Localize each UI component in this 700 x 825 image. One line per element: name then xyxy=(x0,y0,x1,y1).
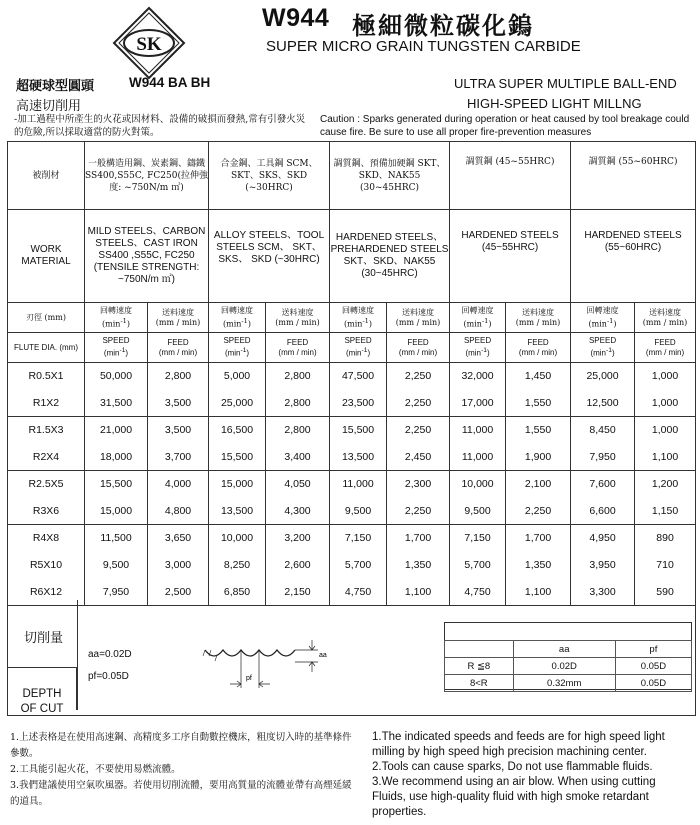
speed-value: 5,700 xyxy=(450,552,506,579)
speed-value: 11,000 xyxy=(330,471,387,498)
small-th-0 xyxy=(445,641,514,658)
feed-value: 3,400 xyxy=(266,444,330,471)
material-cn-4: 調質鋼 (45~55HRC) xyxy=(450,142,571,210)
speed-unit-text: (min xyxy=(223,319,242,329)
feed-label-cn: 送料速度 xyxy=(522,307,555,317)
feed-value: 3,700 xyxy=(148,444,209,471)
small-row2-r: 8<R xyxy=(445,675,514,692)
feed-label-cn: 送料速度 xyxy=(649,307,682,317)
flute-dia: R1X2 xyxy=(8,390,85,417)
speed-value: 10,000 xyxy=(209,525,266,552)
speed-value: 9,500 xyxy=(450,498,506,525)
feed-value: 1,450 xyxy=(506,363,571,390)
material-cn-1: 一般構造用鋼、炭素鋼、鑄鐵 SS400,S55C, FC250(拉伸強度: ~750N/m ㎡) xyxy=(85,142,209,210)
speed-value: 13,500 xyxy=(209,498,266,525)
speed-value: 15,500 xyxy=(209,444,266,471)
feed-value: 3,500 xyxy=(148,417,209,444)
flute-dia: R4X8 xyxy=(8,525,85,552)
speed-unit-en xyxy=(85,333,148,363)
speed-value: 18,000 xyxy=(85,444,148,471)
speed-unit-cn xyxy=(571,303,635,333)
flute-dia: R6X12 xyxy=(8,579,85,606)
feed-unit: (mm / min) xyxy=(518,347,558,357)
material-en-4: HARDENED STEELS (45~55HRC) xyxy=(450,210,571,303)
feed-value: 2,150 xyxy=(266,579,330,606)
speed-unit-en xyxy=(450,333,506,363)
feed-unit: (mm / min) xyxy=(155,317,201,327)
feed-value: 1,000 xyxy=(635,363,696,390)
speed-unit: $(\min^{-1})$ xyxy=(223,316,252,329)
speed-value: 15,000 xyxy=(209,471,266,498)
feed-value: 1,900 xyxy=(506,444,571,471)
feed-value: 590 xyxy=(635,579,696,606)
feed-label-cn: 送料速度 xyxy=(402,307,435,317)
feed-label-cn: 送料速度 xyxy=(281,307,314,317)
speed-value: 31,500 xyxy=(85,390,148,417)
speed-value: 7,600 xyxy=(571,471,635,498)
speed-unit-sup: -1 xyxy=(606,316,614,325)
speed-unit: $(\min^{-1})$ xyxy=(588,316,617,329)
flute-dia: R0.5X1 xyxy=(8,363,85,390)
model-number: W944 xyxy=(262,4,330,32)
feed-unit: (mm / min) xyxy=(395,317,441,327)
feed-unit: (mm / min) xyxy=(398,347,438,357)
speed-value: 23,500 xyxy=(330,390,387,417)
feed-unit-en xyxy=(506,333,571,363)
speed-label-en: SPEED xyxy=(344,336,372,346)
feed-unit: (mm / min) xyxy=(645,347,685,357)
material-label-en: WORK MATERIAL xyxy=(8,210,85,303)
feed-unit-en xyxy=(635,333,696,363)
feed-value: 2,250 xyxy=(387,417,450,444)
small-th-aa: aa xyxy=(513,641,615,658)
speed-value: 3,300 xyxy=(571,579,635,606)
flute-dia: R1.5X3 xyxy=(8,417,85,444)
speed-unit-en xyxy=(209,333,266,363)
speed-unit: $(\min^{-1})$ xyxy=(463,316,492,329)
feed-label-en: FEED xyxy=(286,337,309,347)
feed-unit-cn xyxy=(506,303,571,333)
speed-label-cn: 回轉速度 xyxy=(342,305,375,315)
feed-value: 1,350 xyxy=(506,552,571,579)
speed-value: 15,500 xyxy=(330,417,387,444)
small-row2-pf: 0.05D xyxy=(615,675,691,692)
note-en-2: 2.Tools can cause sparks, Do not use flammable fluids. xyxy=(372,761,653,773)
speed-value: 25,000 xyxy=(571,363,635,390)
speed-unit-text: (min xyxy=(590,348,607,358)
feed-value: 890 xyxy=(635,525,696,552)
feed-unit: (mm / min) xyxy=(515,317,561,327)
depth-label-en: DEPTH OF CUT xyxy=(20,688,64,715)
small-th-pf: pf xyxy=(615,641,691,658)
speed-value: 7,950 xyxy=(571,444,635,471)
speed-value: 12,500 xyxy=(571,390,635,417)
feed-unit-cn xyxy=(635,303,696,333)
feed-value: 2,250 xyxy=(387,498,450,525)
speed-value: 6,600 xyxy=(571,498,635,525)
speed-unit-text: (min xyxy=(101,319,121,329)
flute-dia: R5X10 xyxy=(8,552,85,579)
speed-value: 47,500 xyxy=(330,363,387,390)
speed-label-en: SPEED xyxy=(588,336,617,346)
feed-value: 2,250 xyxy=(387,390,450,417)
feed-value: 2,600 xyxy=(266,552,330,579)
feed-value: 2,250 xyxy=(387,363,450,390)
feed-value: 710 xyxy=(635,552,696,579)
speed-value: 7,150 xyxy=(330,525,387,552)
speed-unit: $(\min^{-1})$ xyxy=(101,316,131,329)
speed-value: 8,250 xyxy=(209,552,266,579)
speed-value: 11,000 xyxy=(450,444,506,471)
feed-value: 4,300 xyxy=(266,498,330,525)
small-row1-r: R ≦8 xyxy=(445,658,514,675)
feed-value: 1,200 xyxy=(635,471,696,498)
feed-value: 2,300 xyxy=(387,471,450,498)
speed-label-cn: 回轉速度 xyxy=(461,305,494,315)
speed-unit-en xyxy=(330,333,387,363)
feed-label-cn: 送料速度 xyxy=(162,307,194,317)
feed-unit-cn xyxy=(148,303,209,333)
speed-label-cn: 回轉速度 xyxy=(221,305,254,315)
speed-value: 10,000 xyxy=(450,471,506,498)
speed-unit-text: (min xyxy=(224,348,241,358)
speed-unit-en xyxy=(571,333,635,363)
feed-value: 2,100 xyxy=(506,471,571,498)
table-row xyxy=(8,525,696,552)
subtitle-en: ULTRA SUPER MULTIPLE BALL-END xyxy=(454,76,677,91)
feed-value: 2,800 xyxy=(266,417,330,444)
feed-label-en: FEED xyxy=(654,337,676,347)
flute-dia: R2.5X5 xyxy=(8,471,85,498)
feed-value: 2,800 xyxy=(148,363,209,390)
speed-unit-text: (min xyxy=(103,348,120,358)
speed-value: 17,000 xyxy=(450,390,506,417)
speed-unit-sup: -1 xyxy=(362,316,369,325)
speed-label-en: SPEED xyxy=(102,336,130,346)
table-row xyxy=(8,417,696,444)
speed-unit-cn xyxy=(85,303,148,333)
product-code: W944 BA BH xyxy=(129,75,211,90)
feed-value: 1,000 xyxy=(635,390,696,417)
small-row2-aa: 0.32mm xyxy=(513,675,615,692)
speed-value: 4,750 xyxy=(450,579,506,606)
speed-value: 13,500 xyxy=(330,444,387,471)
caution-en: Caution : Sparks generated during operation or heat caused by tool breakage could cause fire. Be sure to use all proper fire-prevention measures xyxy=(320,114,690,138)
feed-value: 2,500 xyxy=(148,579,209,606)
speed-unit-sup: -1 xyxy=(481,316,489,325)
speed-unit-text: (min xyxy=(463,319,482,329)
speed-unit-sup: -1 xyxy=(120,316,127,325)
feed-value: 1,700 xyxy=(387,525,450,552)
material-en-3: HARDENED STEELS、PREHARDENED STEELS SKT、SKD、NAK55 (30~45HRC) xyxy=(330,210,450,303)
speed-value: 50,000 xyxy=(85,363,148,390)
material-cn-5: 調質鋼 (55~60HRC) xyxy=(571,142,696,210)
feed-unit: (mm / min) xyxy=(278,347,317,357)
speed-unit-cn xyxy=(450,303,506,333)
depth-of-cut-diagram xyxy=(200,628,360,700)
speed-value: 8,450 xyxy=(571,417,635,444)
speed-label-cn: 回轉速度 xyxy=(586,305,619,315)
feed-value: 1,350 xyxy=(387,552,450,579)
speed-value: 7,950 xyxy=(85,579,148,606)
feed-unit-en xyxy=(148,333,209,363)
speed-unit-sup: -1 xyxy=(241,316,248,325)
feed-unit: (mm / min) xyxy=(642,317,688,327)
feed-value: 2,800 xyxy=(266,390,330,417)
speed-value: 32,000 xyxy=(450,363,506,390)
feed-value: 1,550 xyxy=(506,390,571,417)
speed-unit-text: (min xyxy=(465,348,482,358)
depth-divider xyxy=(77,600,78,710)
speed-unit-cn xyxy=(330,303,387,333)
table-row xyxy=(8,471,696,498)
subtitle2-en: HIGH-SPEED LIGHT MILLNG xyxy=(467,96,642,111)
note-en-3: 3.We recommend using an air blow. When using cutting Fluids, use high-quality fluid with high smoke retardant properties. xyxy=(372,776,656,818)
speed-unit-cn xyxy=(209,303,266,333)
feed-value: 1,100 xyxy=(635,444,696,471)
table-row xyxy=(8,579,696,606)
material-en-2: ALLOY STEELS、TOOL STEELS SCM、 SKT、SKS、 SKD (~30HRC) xyxy=(209,210,330,303)
feed-unit-en xyxy=(387,333,450,363)
material-cn-3: 調質鋼、預備加硬鋼 SKT、SKD、NAK55 (30~45HRC) xyxy=(330,142,450,210)
note-en-1: 1.The indicated speeds and feeds are for high speed light milling by high speed high precision machining center. xyxy=(372,731,665,758)
feed-unit: (mm / min) xyxy=(275,317,320,327)
speed-value: 21,000 xyxy=(85,417,148,444)
feed-unit-en xyxy=(266,333,330,363)
speed-value: 15,500 xyxy=(85,471,148,498)
speed-value: 4,750 xyxy=(330,579,387,606)
feed-value: 3,500 xyxy=(148,390,209,417)
small-row1-pf: 0.05D xyxy=(615,658,691,675)
speed-label-cn: 回轉速度 xyxy=(100,305,132,315)
table-row xyxy=(8,552,696,579)
subtitle2-cn: 高速切削用 xyxy=(16,99,82,114)
feed-value: 1,150 xyxy=(635,498,696,525)
table-row xyxy=(8,444,696,471)
feed-value: 3,650 xyxy=(148,525,209,552)
material-en-5: HARDENED STEELS (55~60HRC) xyxy=(571,210,696,303)
table-row xyxy=(8,498,696,525)
speed-value: 11,500 xyxy=(85,525,148,552)
speed-unit-sup: -1 xyxy=(606,347,612,355)
dia-label-cn: 刃徑 (mm) xyxy=(8,303,85,333)
flute-dia: R2X4 xyxy=(8,444,85,471)
speed-value: 9,500 xyxy=(330,498,387,525)
material-en-1: MILD STEELS、CARBON STEELS、CAST IRON SS400 ,S55C, FC250 (TENSILE STRENGTH: ~750N/m ㎡) xyxy=(85,210,209,303)
feed-value: 3,200 xyxy=(266,525,330,552)
table-row xyxy=(8,363,696,390)
depth-pf-formula: pf=0.05D xyxy=(88,671,129,682)
notes-cn xyxy=(10,730,355,810)
flute-dia: R3X6 xyxy=(8,498,85,525)
speed-unit: $(\min^{-1})$ xyxy=(103,347,129,358)
feed-value: 4,050 xyxy=(266,471,330,498)
feed-value: 2,450 xyxy=(387,444,450,471)
speed-value: 25,000 xyxy=(209,390,266,417)
speed-value: 5,000 xyxy=(209,363,266,390)
caution-cn: -加工過程中所產生的火花或因材料、設備的破損而發熱,常有引發火災的危險,所以採取適當的防火對策。 xyxy=(14,114,306,138)
feed-value: 2,800 xyxy=(266,363,330,390)
speed-value: 5,700 xyxy=(330,552,387,579)
speed-unit-text: (min xyxy=(588,319,607,329)
table-row xyxy=(8,390,696,417)
material-cn-2: 合金鋼、工具鋼 SCM、SKT、SKS、SKD (~30HRC) xyxy=(209,142,330,210)
feed-label-en: FEED xyxy=(167,337,189,347)
speed-unit-sup: -1 xyxy=(361,347,368,355)
depth-label-cn: 切削量 xyxy=(24,631,64,646)
feed-value: 1,700 xyxy=(506,525,571,552)
speed-unit: $(\min^{-1})$ xyxy=(344,316,373,329)
speed-unit: $(\min^{-1})$ xyxy=(465,347,490,358)
speed-unit: $(\min^{-1})$ xyxy=(590,347,615,358)
speed-value: 15,000 xyxy=(85,498,148,525)
feed-value: 1,000 xyxy=(635,417,696,444)
feed-value: 4,800 xyxy=(148,498,209,525)
note-cn-2: 2.工具能引起火花，不要使用易燃流體。 xyxy=(10,764,181,775)
feed-label-en: FEED xyxy=(527,337,549,347)
notes-en xyxy=(372,730,692,820)
feed-value: 1,550 xyxy=(506,417,571,444)
small-row1-aa: 0.02D xyxy=(513,658,615,675)
speed-label-en: SPEED xyxy=(223,336,251,346)
dia-label-en: FLUTE DIA. (mm) xyxy=(8,333,85,363)
speed-value: 16,500 xyxy=(209,417,266,444)
speed-value: 4,950 xyxy=(571,525,635,552)
feed-value: 1,100 xyxy=(387,579,450,606)
speed-value: 11,000 xyxy=(450,417,506,444)
speed-unit-text: (min xyxy=(345,348,362,358)
model-title-en: SUPER MICRO GRAIN TUNGSTEN CARBIDE xyxy=(266,38,581,55)
speed-unit-sup: -1 xyxy=(481,347,487,355)
logo-text: SK xyxy=(136,34,162,55)
subtitle-cn: 超硬球型圓頭 xyxy=(16,79,95,94)
speed-unit-sup: -1 xyxy=(119,347,126,355)
diagram-aa-label: aa xyxy=(319,652,327,659)
speed-value: 3,950 xyxy=(571,552,635,579)
feed-value: 1,100 xyxy=(506,579,571,606)
depth-aa-formula: aa=0.02D xyxy=(88,649,132,660)
sk-logo xyxy=(112,6,186,80)
speed-unit: $(\min^{-1})$ xyxy=(224,347,250,358)
speed-value: 9,500 xyxy=(85,552,148,579)
feed-value: 2,250 xyxy=(506,498,571,525)
feed-unit-cn xyxy=(387,303,450,333)
depth-small-table xyxy=(444,640,692,692)
material-label-cn: 被削材 xyxy=(8,142,85,210)
feed-unit: (mm / min) xyxy=(158,347,198,357)
speed-label-en: SPEED xyxy=(463,336,492,346)
speed-unit-sup: -1 xyxy=(240,347,247,355)
note-cn-1: 1.上述表格是在使用高速鋼、高精度多工序自動數控機床，粗度切入時的基準條件參數。 xyxy=(10,732,352,759)
note-cn-3: 3.我們建議使用空氣吹風器。若使用切削流體，要用高質量的流體並帶有高煙延緩的道具。 xyxy=(10,780,352,807)
diagram-pf-label: pf xyxy=(246,675,252,682)
speed-unit: $(\min^{-1})$ xyxy=(345,347,371,358)
speed-value: 7,150 xyxy=(450,525,506,552)
feed-label-en: FEED xyxy=(407,337,429,347)
feed-unit-cn xyxy=(266,303,330,333)
speed-value: 6,850 xyxy=(209,579,266,606)
feed-value: 4,000 xyxy=(148,471,209,498)
feed-value: 3,000 xyxy=(148,552,209,579)
speed-unit-text: (min xyxy=(344,319,363,329)
model-title-cn: 極細微粒碳化鎢 xyxy=(352,11,534,40)
